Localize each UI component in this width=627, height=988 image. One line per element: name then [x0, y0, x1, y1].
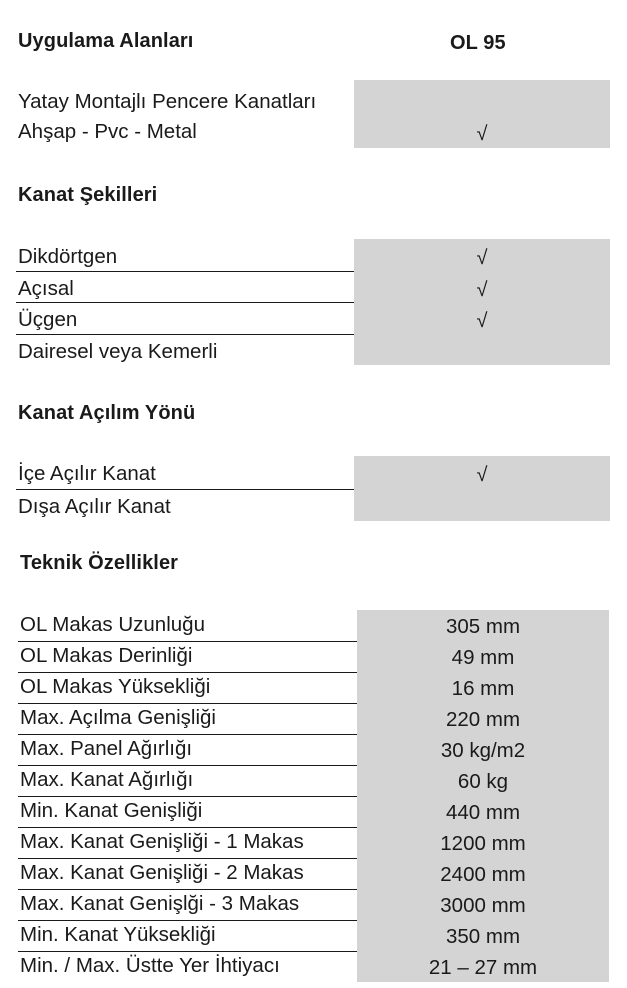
spec-value: 49 mm	[451, 646, 515, 669]
row-label: Dikdörtgen	[18, 245, 118, 268]
spec-value: 21 – 27 mm	[428, 956, 538, 979]
spec-value: 3000 mm	[440, 894, 526, 917]
spec-value: 350 mm	[445, 925, 521, 948]
spec-value: 1200 mm	[440, 832, 526, 855]
model-name: OL 95	[450, 32, 506, 54]
section-title-technical: Teknik Özellikler	[20, 552, 179, 574]
row-label: Üçgen	[18, 308, 78, 331]
row-label: İçe Açılır Kanat	[18, 462, 156, 485]
shape-check: √	[476, 247, 488, 269]
row-label: Min. / Max. Üstte Yer İhtiyacı	[20, 954, 280, 977]
row-label: OL Makas Yüksekliği	[20, 675, 211, 698]
row-label: Max. Panel Ağırlığı	[20, 737, 193, 760]
section-title-application-areas: Uygulama Alanları	[18, 30, 194, 52]
value-cell	[354, 489, 610, 522]
row-label: Dışa Açılır Kanat	[18, 494, 171, 518]
application-line-1: Yatay Montajlı Pencere Kanatları	[18, 90, 317, 113]
application-check: √	[476, 123, 488, 145]
section-title-opening-direction: Kanat Açılım Yönü	[18, 402, 196, 424]
row-label: OL Makas Derinliği	[20, 644, 193, 667]
spec-value: 2400 mm	[440, 863, 526, 886]
row-label: Dairesel veya Kemerli	[18, 339, 218, 363]
row-label: OL Makas Uzunluğu	[20, 613, 205, 636]
row-label: Max. Kanat Genişlği - 3 Makas	[20, 892, 300, 915]
row-label: Max. Açılma Genişliği	[20, 706, 216, 729]
spec-value: 305 mm	[445, 615, 521, 638]
row-label: Max. Kanat Genişliği - 2 Makas	[20, 861, 304, 884]
spec-value: 16 mm	[451, 677, 515, 700]
row-label: Açısal	[18, 276, 74, 300]
spec-value: 220 mm	[445, 708, 521, 731]
shape-check: √	[476, 278, 488, 301]
spec-value: 30 kg/m2	[440, 739, 526, 762]
section-title-shapes: Kanat Şekilleri	[18, 184, 158, 206]
spec-value: 440 mm	[445, 801, 521, 824]
row-label: Min. Kanat Genişliği	[20, 799, 203, 822]
shape-check: √	[476, 310, 488, 332]
value-cell	[354, 334, 610, 366]
application-line-2: Ahşap - Pvc - Metal	[18, 120, 197, 143]
row-label: Max. Kanat Ağırlığı	[20, 768, 194, 791]
row-label: Max. Kanat Genişliği - 1 Makas	[20, 830, 304, 853]
row-label: Min. Kanat Yüksekliği	[20, 923, 216, 946]
spec-value: 60 kg	[457, 770, 509, 793]
opening-check: √	[476, 464, 488, 486]
